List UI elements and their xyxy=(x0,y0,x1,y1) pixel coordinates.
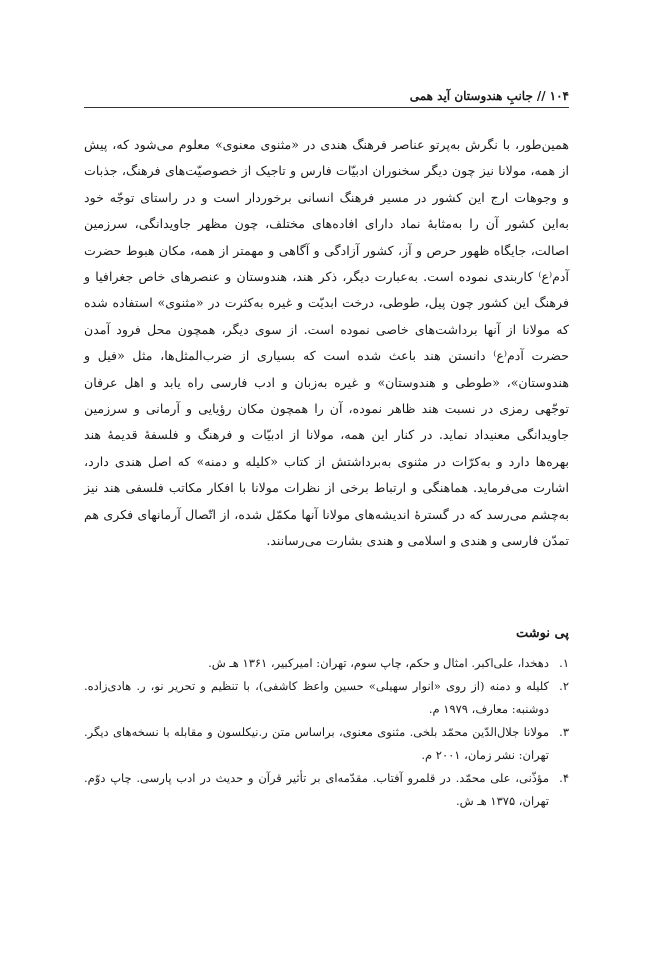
page-number: ۱۰۴ xyxy=(549,89,569,103)
note-item xyxy=(84,767,569,813)
running-title: جانبِ هندوستان آید همی xyxy=(409,89,533,103)
notes-heading: پی نوشت xyxy=(516,626,569,641)
notes-list xyxy=(84,652,569,813)
running-header xyxy=(84,86,569,106)
note-item xyxy=(84,721,569,767)
note-text: مولانا جلال‌الدّین محمّد بلخی. مثنوی معنوی، براساس متن ر.نیکلسون و مقابله با نسخه‌های دیگر. تهران: نشر زمان، ۲۰۰۱ م. xyxy=(84,725,549,762)
note-text: مؤذّنی، علی محمّد. در قلمرو آفتاب. مقدّمه‌ای بر تأثیر قرآن و حدیث در ادب پارسی. چاپ دوّم. تهران، ۱۳۷۵ هـ ش. xyxy=(84,771,549,808)
note-number: ۱. xyxy=(559,656,569,670)
note-item xyxy=(84,675,569,721)
header-separator: // xyxy=(536,89,546,103)
note-number: ۳. xyxy=(559,725,569,739)
note-number: ۴. xyxy=(559,771,569,785)
note-text: دهخدا، علی‌اکبر. امثال و حکم، چاپ سوم، تهران: امیرکبیر، ۱۳۶۱ هـ ش. xyxy=(208,656,549,670)
note-text: کلیله و دمنه (از روی «انوار سهیلی» حسین واعظ کاشفی)، با تنظیم و تحریر نو، ر. هادی‌زاده. دوشنبه: معارف، ۱۹۷۹ م. xyxy=(84,679,549,716)
header-rule xyxy=(84,107,569,108)
body-paragraph: همین‌طور، با نگرش به‌پرتو عناصر فرهنگ هندی در «مثنوی معنوی» معلوم می‌شود که، پیش از همه، مولانا نیز چون دیگر سخنوران ادبیّات فارس و تاجیک از خصوصیّت‌های فرهنگ، جذبات و وجوهات ارج این کشور در مسیر فرهنگ انسانی برخوردار است و در راستای توجّه خود به‌این کشور آن را به‌مثابهٔ نماد دارای افاده‌های مختلف، چون مظهر جاویدانگی، سرزمین اصالت، جایگاه ظهور حرص و آز، کشور آزادگی و آگاهی و مهمتر از همه، مکان هبوط حضرت آدم⁽ع⁾ کاربندی نموده است. به‌عبارت دیگر، ذکر هند، هندوستان و عنصرهای خاص جغرافیا و فرهنگ این کشور چون پیل، طوطی، درخت ابدیّت و غیره به‌کثرت در «مثنوی» استفاده شده که مولانا از آنها برداشت‌های خاصی نموده است. از سوی دیگر، همچون محل فرود آمدن حضرت آدم⁽ع⁾ دانستن هند باعث شده است که بسیاری از ضرب‌المثل‌ها، مثل «فیل و هندوستان»، «طوطی و هندوستان» و غیره به‌زبان و ادب فارسی راه یابد و اهل عرفان توجّهی رمزی در نسبت هند ظاهر نموده، آن را همچون مکان رؤیایی و آرمانی و سرزمین جاویدانگی معنیداد نماید. در کنار این همه، مولانا از ادبیّات و فرهنگ و فلسفهٔ قدیمهٔ هند بهره‌ها دارد و به‌کرّات در مثنوی به‌برداشتش از کتاب «کلیله و دمنه» که اصل هندی دارد، اشارت می‌فرماید. هماهنگی و ارتباط برخی از نظرات مولانا با افکار مکاتب فلسفی هند نیز به‌چشم می‌رسد که در گسترهٔ اندیشه‌های مولانا آنها مکمّل شده، از اتّصال آرمانهای فکری هم تمدّن فارسی و هندی و اسلامی و هندی بشارت می‌رسانند. xyxy=(84,137,569,549)
note-number: ۲. xyxy=(559,679,569,693)
note-item xyxy=(84,652,569,675)
